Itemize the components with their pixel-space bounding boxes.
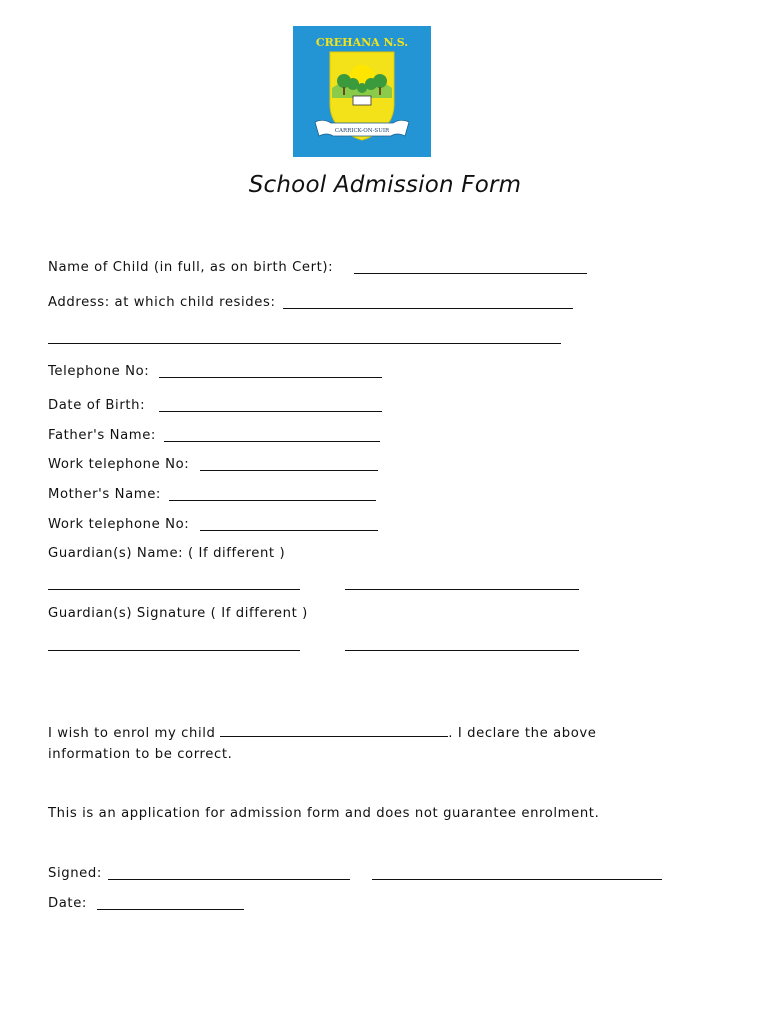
signed-label: Signed:	[48, 866, 102, 881]
declaration-line-2: information to be correct.	[48, 747, 233, 762]
declaration-part1: I wish to enrol my child	[48, 726, 216, 741]
signed-field-1[interactable]	[108, 879, 350, 880]
telephone-label: Telephone No:	[48, 364, 150, 379]
father-name-field[interactable]	[164, 441, 380, 442]
child-name-label: Name of Child (in full, as on birth Cert):	[48, 260, 334, 275]
address-field-line2[interactable]	[48, 343, 561, 344]
declaration-part2: . I declare the above	[448, 726, 597, 741]
declaration-line-1	[48, 724, 597, 742]
child-name-field[interactable]	[354, 273, 587, 274]
logo-school-name: CREHANA N.S.	[315, 36, 409, 49]
signed-field-2[interactable]	[372, 879, 662, 880]
enrol-child-field[interactable]	[220, 724, 448, 737]
dob-field[interactable]	[159, 411, 382, 412]
mother-work-tel-field[interactable]	[200, 530, 378, 531]
guardian-name-field-1[interactable]	[48, 589, 300, 590]
date-label: Date:	[48, 896, 87, 911]
guardian-name-field-2[interactable]	[345, 589, 579, 590]
telephone-field[interactable]	[159, 377, 382, 378]
date-field[interactable]	[97, 909, 244, 910]
school-logo	[293, 26, 431, 157]
guardian-signature-field-1[interactable]	[48, 650, 300, 651]
address-field[interactable]	[283, 308, 573, 309]
mother-name-field[interactable]	[169, 500, 376, 501]
dob-label: Date of Birth:	[48, 398, 146, 413]
guardian-signature-field-2[interactable]	[345, 650, 579, 651]
form-title: School Admission Form	[248, 172, 522, 198]
father-name-label: Father's Name:	[48, 428, 156, 443]
school-crest-icon	[293, 26, 431, 157]
father-work-tel-field[interactable]	[200, 470, 378, 471]
mother-name-label: Mother's Name:	[48, 487, 161, 502]
guardian-signature-label: Guardian(s) Signature ( If different )	[48, 606, 308, 621]
guardian-name-label: Guardian(s) Name: ( If different )	[48, 546, 286, 561]
admission-notice: This is an application for admission form and does not guarantee enrolment.	[48, 806, 600, 821]
father-work-tel-label: Work telephone No:	[48, 457, 190, 472]
mother-work-tel-label: Work telephone No:	[48, 517, 190, 532]
logo-motto: CARRICK-ON-SUIR	[334, 128, 390, 134]
address-label: Address: at which child resides:	[48, 295, 276, 310]
